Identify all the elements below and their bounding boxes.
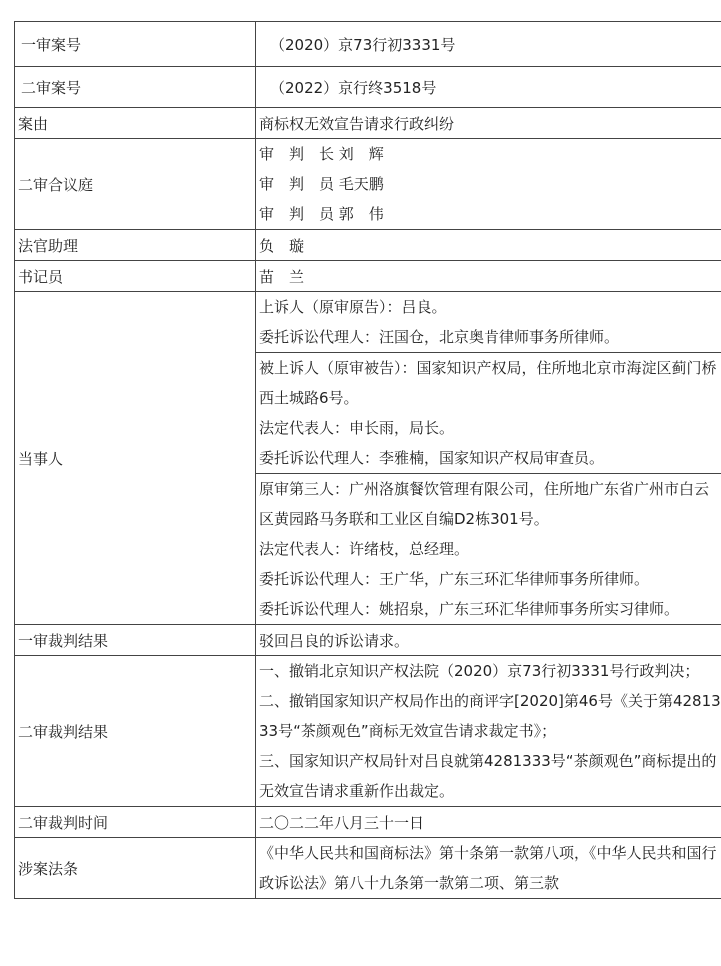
table-row [15, 139, 721, 230]
table-row [15, 656, 721, 807]
table-row [15, 807, 721, 838]
court-clerk: 苗 兰 [256, 261, 721, 292]
party-line: 被上诉人（原审被告）：国家知识产权局，住所地北京市海淀区蓟门桥西土城路6号。 [259, 359, 717, 407]
table-row [15, 67, 721, 108]
table-row [15, 230, 721, 261]
table-row [15, 22, 721, 67]
row-label: 二审合议庭 [15, 139, 256, 230]
case-info-table [14, 21, 721, 899]
party-line: 委托诉讼代理人：姚招泉，广东三环汇华律师事务所实习律师。 [259, 600, 680, 618]
party-line: 法定代表人：许绪枝，总经理。 [259, 540, 470, 558]
first-instance-result: 驳回吕良的诉讼请求。 [256, 625, 721, 656]
party-line: 法定代表人：申长雨，局长。 [259, 419, 455, 437]
second-case-number: （2022）京行终3518号 [256, 67, 721, 108]
table-row [15, 292, 721, 625]
party-group-third-party [256, 473, 721, 624]
row-label: 二审裁判时间 [15, 807, 256, 838]
table-row [15, 838, 721, 899]
panel-member: 审 判 长 刘 辉 [259, 145, 384, 163]
party-line: 委托诉讼代理人：汪国仓，北京奥肯律师事务所律师。 [259, 328, 620, 346]
row-label: 案由 [15, 108, 256, 139]
party-line: 上诉人（原审原告）：吕良。 [259, 298, 447, 316]
table-row [15, 108, 721, 139]
panel-member: 审 判 员 毛天鹏 [259, 175, 384, 193]
table-row [15, 261, 721, 292]
panel-member: 审 判 员 郭 伟 [259, 205, 384, 223]
parties-list [256, 292, 721, 625]
first-case-number: （2020）京73行初3331号 [256, 22, 721, 67]
row-label: 当事人 [15, 292, 256, 625]
case-cause: 商标权无效宣告请求行政纠纷 [256, 108, 721, 139]
panel-members [256, 139, 721, 230]
party-group-appellee [256, 352, 721, 473]
table-row [15, 625, 721, 656]
party-line: 委托诉讼代理人：王广华，广东三环汇华律师事务所律师。 [259, 570, 650, 588]
result-item: 二、撤销国家知识产权局作出的商评字[2020]第46号《关于第4281333号“茶颜观色”商标无效宣告请求裁定书》； [259, 692, 721, 740]
result-item: 一、撤销北京知识产权法院（2020）京73行初3331号行政判决； [259, 662, 700, 680]
second-instance-result [256, 656, 721, 807]
row-label: 一审裁判结果 [15, 625, 256, 656]
party-line: 委托诉讼代理人：李雅楠，国家知识产权局审查员。 [259, 449, 605, 467]
party-line: 原审第三人：广州洛旗餐饮管理有限公司，住所地广东省广州市白云区黄园路马务联和工业区自编D2栋301号。 [259, 480, 710, 528]
row-label: 涉案法条 [15, 838, 256, 899]
row-label: 法官助理 [15, 230, 256, 261]
row-label: 一审案号 [15, 22, 256, 67]
row-label: 二审案号 [15, 67, 256, 108]
result-item: 三、国家知识产权局针对吕良就第4281333号“茶颜观色”商标提出的无效宣告请求重新作出裁定。 [259, 752, 717, 800]
second-judgment-date: 二〇二二年八月三十一日 [256, 807, 721, 838]
row-label: 书记员 [15, 261, 256, 292]
row-label: 二审裁判结果 [15, 656, 256, 807]
party-group-appellant [256, 292, 721, 352]
judge-assistant: 负 璇 [256, 230, 721, 261]
related-laws: 《中华人民共和国商标法》第十条第一款第八项，《中华人民共和国行政诉讼法》第八十九条第一款第二项、第三款 [256, 838, 721, 899]
